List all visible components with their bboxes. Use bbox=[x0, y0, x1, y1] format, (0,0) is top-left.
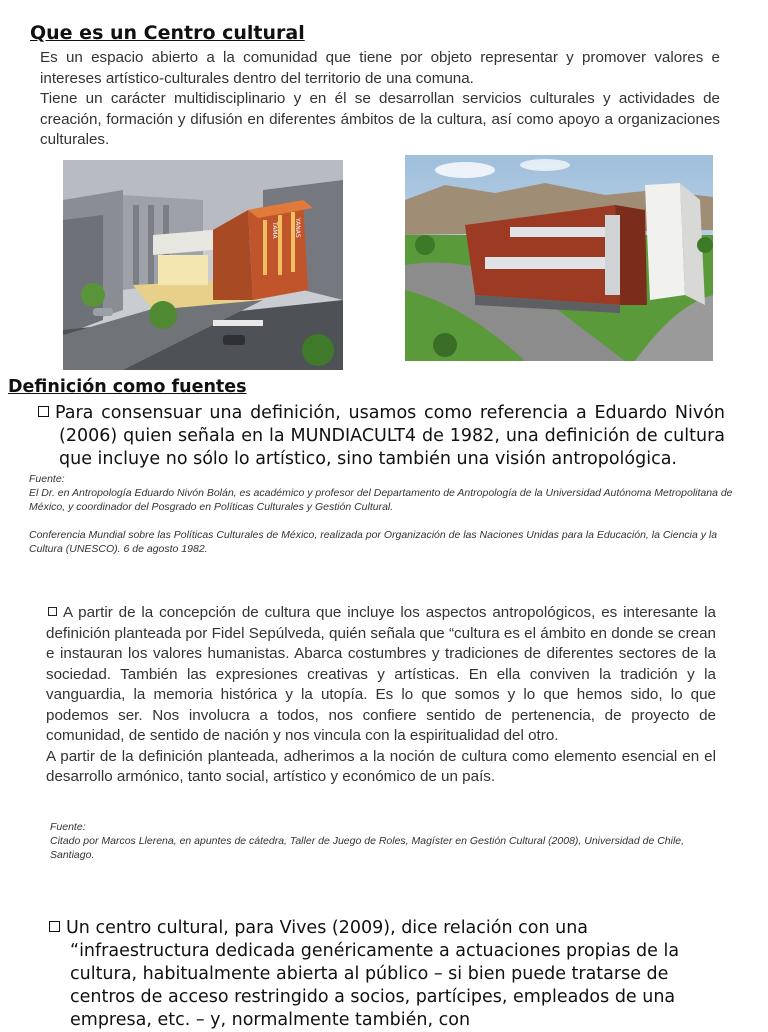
bullet-3-text: Un centro cultural, para Vives (2009), dice relación con una “infraestructura dedicada genéricamente a actuaciones propias de la cultura, habitualmente abierta al público – si bien puede tratarse de centros de acceso restringido a socios, partícipes, empleados de una empresa, etc. – y, normalmente también, con bbox=[66, 918, 680, 1030]
source-1-line-1: El Dr. en Antropología Eduardo Nivón Bolán, es académico y profesor del Departamento de Antropología de la Universidad Autónoma Metropolitana de México, y coordinador del Posgrado en Políticas Culturales y Gestión Cultural. bbox=[29, 487, 733, 513]
source-1-label: Fuente: bbox=[29, 473, 65, 485]
intro-paragraph-1: Es un espacio abierto a la comunidad que tiene por objeto representar y promover valores e intereses artístico-culturales dentro del territorio de una comuna. bbox=[40, 49, 720, 87]
cultural-center-render-right bbox=[405, 155, 713, 361]
section-heading: Definición como fuentes bbox=[8, 377, 247, 397]
bullet-2-paragraph-2: A partir de la definición planteada, adherimos a la noción de cultura como elemento esencial en el desarrollo armónico, tanto social, artístico y económico de un país. bbox=[46, 747, 716, 785]
cultural-center-render-left bbox=[63, 160, 343, 370]
checkbox-bullet-icon bbox=[49, 921, 60, 932]
building-sign-2: YANAS bbox=[294, 218, 301, 238]
page-title: Que es un Centro cultural bbox=[30, 22, 305, 44]
intro-text bbox=[40, 48, 720, 151]
source-2 bbox=[50, 820, 718, 862]
bullet-3 bbox=[49, 917, 720, 1032]
checkbox-bullet-icon bbox=[48, 607, 57, 616]
bullet-2 bbox=[46, 603, 716, 788]
building-sign-1: TAMA bbox=[271, 222, 278, 239]
checkbox-bullet-icon bbox=[38, 406, 49, 417]
source-1-line-2: Conferencia Mundial sobre las Políticas Culturales de México, realizada por Organización de las Naciones Unidas para la Educación, la Ciencia y la Cultura (UNESCO). 6 de agosto 1982. bbox=[29, 529, 718, 555]
bullet-2-paragraph-1: A partir de la concepción de cultura que incluye los aspectos antropológicos, es interesante la definición planteada por Fidel Sepúlveda, quién señala que “cultura es el ámbito en donde se crean e instauran los valores humanistas. Abarca costumbres y tradiciones de diferentes sectores de la sociedad. También las expresiones creativas y artísticas. En ella conviven la tradición y la vanguardia, la memoria histórica y la utopía. Es lo que somos y lo que hemos sido, lo que podemos ser. Nos involucra a todos, nos confiere sentido de pertenencia, de proyecto de comunidad, de sentido de nación y nos vincula con la espiritualidad del otro. bbox=[46, 604, 716, 744]
intro-paragraph-2: Tiene un carácter multidisciplinario y en él se desarrollan servicios culturales y actividades de creación, formación y difusión en diferentes ámbitos de la cultura, así como apoyo a organizaciones culturales. bbox=[40, 90, 720, 148]
source-2-label: Fuente: bbox=[50, 821, 86, 833]
bullet-1 bbox=[38, 402, 725, 471]
bullet-1-text: Para consensuar una definición, usamos como referencia a Eduardo Nivón (2006) quien señala en la MUNDIACULT4 de 1982, una definición de cultura que incluye no sólo lo artístico, sino también una visión antropológica. bbox=[55, 403, 725, 469]
source-2-text: Citado por Marcos Llerena, en apuntes de cátedra, Taller de Juego de Roles, Magíster en Gestión Cultural (2008), Universidad de Chile, Santiago. bbox=[50, 835, 685, 861]
source-1 bbox=[29, 472, 734, 556]
